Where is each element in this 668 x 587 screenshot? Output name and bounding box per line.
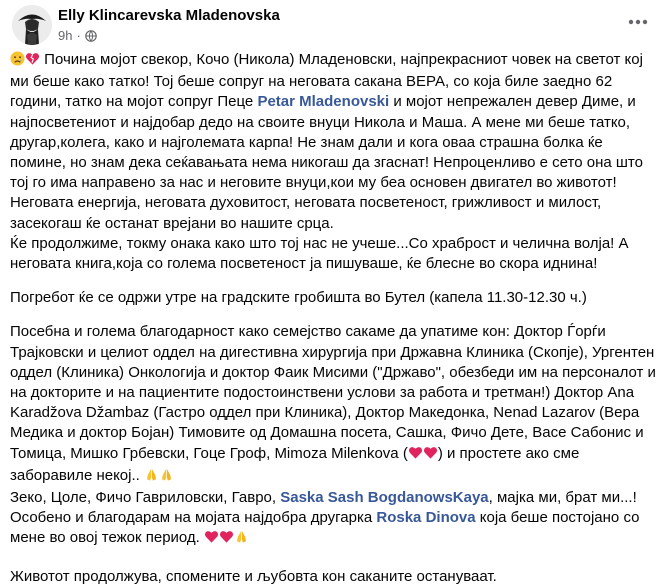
paragraph-7: Животот продолжува, спомените и љубовта кон саканите остануваат. — [10, 567, 497, 585]
paragraph-1-start: Почина мојот свекор, Кочо (Никола) Младеновски, најпрекрасниот човек на светот кој ми беше како татко! Тој беше сопруг на неговата сакана ВЕРА, со која биле заедно 62 години, татко на мојот сопруг Пеце — [10, 51, 643, 111]
paragraph-1 — [10, 50, 662, 234]
author-avatar[interactable] — [12, 5, 52, 45]
author-name[interactable]: Elly Klincarevska Mladenovska — [58, 7, 280, 24]
post-timestamp[interactable]: 9h — [58, 28, 73, 43]
post-header — [0, 0, 668, 52]
heart-icon — [204, 529, 219, 550]
globe-icon[interactable] — [85, 30, 97, 42]
praying-hands-icon — [159, 467, 174, 488]
paragraph-3: Погребот ќе се одржи утре на градските гробишта во Бутел (капела 11.30-12.30 ч.) — [10, 289, 587, 307]
heart-icon — [408, 445, 423, 466]
paragraph-4-main: Посебна и голема благодарност како семејство сакаме да упатиме кон: Доктор Ѓорѓи Трајковски и целиот оддел на дигестивна хирургија при Државна Клиника (Скопје), Ургентен оддел (Клиника) Онкологија и доктор Фаик Мисими ("Државо", обезбеди им на персоналот и на докторите и на пациентите подостоинствени услови за работа и третман!) Доктор Ana Karadžova Džambaz (Гастро оддел при Клиника), Доктор Македонка, Nenad Lazarov (Вера Медика и доктор Бојан) Тимовите од Домашна посета, Сашка, Фичо Дете, Васе Сабонис и Томица, Мишко Грбевски, Гоце Гроф, Mimoza Milenkova ( — [10, 323, 656, 462]
post-meta — [58, 28, 97, 44]
paragraph-5 — [10, 488, 662, 508]
paragraph-5-start: Зеко, Цоле, Фичо Гавриловски, Гаврo, — [10, 489, 281, 507]
mention-petar-mladenovski[interactable]: Petar Mladenovski — [257, 93, 390, 111]
mention-saska-bogdanowskaya[interactable]: Saska Sash BogdanowsKaya — [280, 489, 489, 507]
post-body — [10, 50, 662, 587]
more-options-button[interactable] — [624, 12, 652, 32]
paragraph-4 — [10, 322, 662, 488]
heart-icon — [423, 445, 438, 466]
paragraph-6 — [10, 508, 662, 550]
praying-hands-icon — [234, 529, 249, 550]
broken-heart-icon — [25, 51, 40, 72]
heart-icon — [219, 529, 234, 550]
ellipsis-icon — [628, 19, 648, 25]
paragraph-5-end: , мајка ми, брат ми...! — [488, 489, 637, 507]
paragraph-4-after-hearts: ) и простете ако сме заборавиле некој.. — [10, 444, 580, 484]
paragraph-2: Ќе продолжиме, токму онака како што тој нас не учеше...Со храброст и челична волја! А неговата книга,која со голема посветеност ја пишуваше, ќе блесне во скора иднина! — [10, 234, 629, 273]
avatar-image — [12, 5, 52, 45]
meta-separator: · — [76, 28, 81, 43]
paragraph-1-end: и мојот непрежален девер Диме, и најпосветениот и најдобар дедо на своите внуци Никола и Маша. А мене ми беше татко, другар,колега, како и најголемата карпа! Не знам дали и кога оваа страшна болка ќе помине, но знам дека сеќавањата нема никогаш да згаснат! Непроценливо е сето она што тој го има направено за нас и неговите внуци,кои му беа основен двигател во животот! Неговата енергија, неговата духовитост, неговата посветеност, грижливост и милост, засекогаш ќе останат вреjани во нашите срца. — [10, 93, 643, 232]
mention-roska-dinova[interactable]: Roska Dinova — [376, 509, 476, 527]
paragraph-6-start: Особено и благодарам на мојата најдобра другарка — [10, 509, 377, 527]
praying-hands-icon — [144, 467, 159, 488]
paragraph-6-end: која беше постојано со мене во овој тежок период. — [10, 509, 640, 547]
sad-face-icon — [10, 51, 25, 72]
